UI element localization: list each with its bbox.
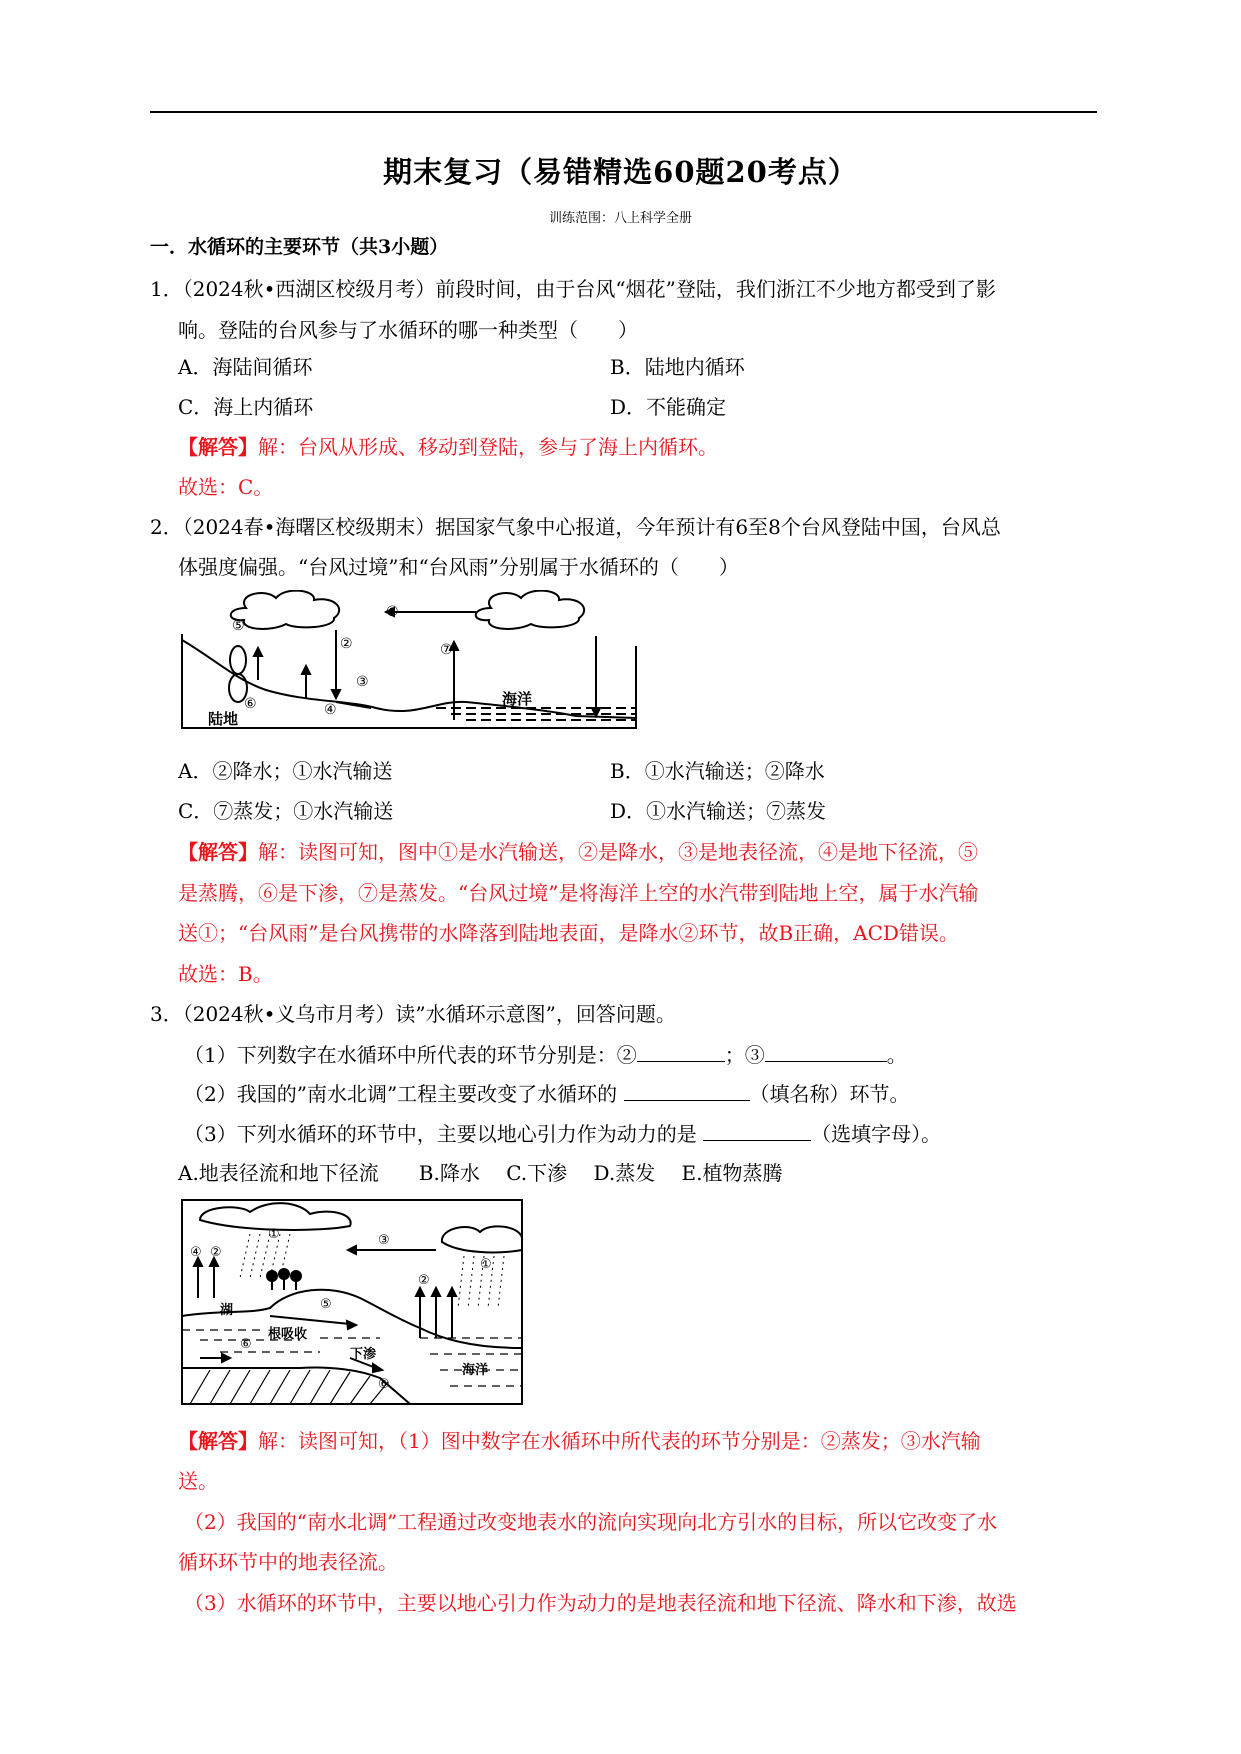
q1-answer: [178, 434, 718, 460]
q3-blank-2[interactable]: [637, 1042, 725, 1062]
q2-answer-line3: 送①；“台风雨”是台风携带的水降落到陆地表面，是降水②环节，故B正确，ACD错误。: [178, 921, 959, 945]
q3-answer-tag: 【解答】: [178, 1429, 258, 1453]
q2-water-cycle-diagram: [176, 590, 642, 736]
q3-part1-end: 。: [886, 1043, 907, 1067]
q3-fig-lake-label: 湖: [220, 1303, 234, 1318]
q3-answer-line3: （2）我国的“南水北调”工程通过改变地表水的流向实现向北方引水的目标，所以它改变了水: [184, 1510, 998, 1534]
q3-fig-num-2b: ②: [418, 1273, 430, 1288]
header-rule: [150, 111, 1097, 113]
q3-fig-seep-label: 下渗: [350, 1347, 377, 1362]
q3-fig-num-2a: ②: [210, 1245, 222, 1260]
q3-blank-part3[interactable]: [703, 1121, 811, 1141]
q2-fig-num-5: ⑤: [232, 618, 245, 634]
q3-part2: [184, 1081, 910, 1107]
q3-answer-line2: 送。: [178, 1469, 218, 1493]
q2-stem-line1: 2．（2024春•海曙区校级期末）据国家气象中心报道，今年预计有6至8个台风登陆中国，台风总: [150, 515, 1001, 539]
q2-fig-num-7: ⑦: [440, 642, 453, 658]
q2-option-d: D．①水汽输送；⑦蒸发: [610, 799, 827, 823]
q1-option-b: B．陆地内循环: [610, 355, 745, 379]
q2-fig-num-4: ④: [324, 702, 337, 718]
q3-water-cycle-diagram: [180, 1198, 524, 1406]
q2-choice: 故选：B。: [178, 962, 273, 986]
q3-stem: 3．（2024秋•义乌市月考）读”水循环示意图”，回答问题。: [150, 1002, 676, 1026]
q3-fig-num-1b: ①: [480, 1257, 492, 1272]
q3-part1-text: （1）下列数字在水循环中所代表的环节分别是：②: [184, 1043, 637, 1067]
q3-answer-line4: 循环环节中的地表径流。: [178, 1550, 398, 1574]
q3-fig-root-label: 根吸收: [268, 1327, 308, 1342]
q3-fig-num-6a: ⑥: [240, 1337, 252, 1352]
q3-part3: [184, 1121, 941, 1147]
q3-blank-3[interactable]: [765, 1042, 887, 1062]
q3-fig-num-5: ⑤: [320, 1297, 332, 1312]
q2-fig-ocean-label: 海洋: [502, 690, 533, 708]
q2-stem-line2: 体强度偏强。“台风过境”和“台风雨”分别属于水循环的（ ）: [178, 555, 739, 579]
q1-answer-tag: 【解答】: [178, 435, 258, 459]
q1-answer-text: 解：台风从形成、移动到登陆，参与了海上内循环。: [258, 435, 718, 459]
page-subtitle: 训练范围：八上科学全册: [548, 211, 692, 226]
q2-option-a: A．②降水；①水汽输送: [178, 759, 393, 783]
q2-fig-num-1: ①: [386, 604, 399, 620]
q2-fig-num-6: ⑥: [244, 696, 257, 712]
q3-part2-text: （2）我国的”南水北调”工程主要改变了水循环的: [184, 1082, 624, 1106]
q3-part2-end: （填名称）环节。: [749, 1082, 910, 1106]
q1-option-c: C．海上内循环: [178, 395, 314, 419]
q1-choice: 故选：C。: [178, 475, 274, 499]
q3-fig-ocean-label: 海洋: [462, 1363, 489, 1378]
q3-part1-mid: ；③: [724, 1043, 765, 1067]
q3-answer-text1: 解：读图可知，（1）图中数字在水循环中所代表的环节分别是：②蒸发；③水汽输: [258, 1429, 981, 1453]
q2-answer-tag: 【解答】: [178, 840, 258, 864]
q3-part3-end: （选填字母）。: [811, 1122, 942, 1146]
q2-option-b: B．①水汽输送；②降水: [610, 759, 825, 783]
q3-answer-line1: [178, 1428, 981, 1454]
q3-fig-num-4: ④: [190, 1245, 202, 1260]
q2-answer-line2: 是蒸腾，⑥是下渗，⑦是蒸发。“台风过境”是将海洋上空的水汽带到陆地上空，属于水汽输: [178, 881, 979, 905]
q3-fig-num-6b: ⑥: [378, 1377, 390, 1392]
q3-answer-line5: （3）水循环的环节中，主要以地心引力作为动力的是地表径流和地下径流、降水和下渗，故选: [184, 1591, 1017, 1615]
page-title: 期末复习（易错精选60题20考点）: [383, 155, 858, 189]
q3-blank-part2[interactable]: [624, 1081, 750, 1101]
q3-choices: A.地表径流和地下径流 B.降水 C.下渗 D.蒸发 E.植物蒸腾: [178, 1161, 783, 1185]
q2-option-c: C．⑦蒸发；①水汽输送: [178, 799, 394, 823]
q2-answer-line1: [178, 839, 978, 865]
q2-fig-num-2: ②: [340, 636, 353, 652]
q2-answer-text1: 解：读图可知，图中①是水汽输送，②是降水，③是地表径流，④是地下径流，⑤: [258, 840, 978, 864]
q1-stem-line1: 1．（2024秋•西湖区校级月考）前段时间，由于台风“烟花”登陆，我们浙江不少地方都受到了影: [150, 277, 996, 301]
q3-fig-num-1a: ①: [268, 1227, 280, 1242]
q2-fig-land-label: 陆地: [208, 710, 239, 728]
q3-part1: [184, 1042, 907, 1068]
q1-option-d: D．不能确定: [610, 395, 727, 419]
section-heading: 一．水循环的主要环节（共3小题）: [150, 236, 449, 258]
q3-part3-text: （3）下列水循环的环节中，主要以地心引力作为动力的是: [184, 1122, 704, 1146]
q2-fig-num-3: ③: [356, 674, 369, 690]
q1-stem-line2: 响。登陆的台风参与了水循环的哪一种类型（ ）: [178, 318, 638, 342]
q1-option-a: A．海陆间循环: [178, 355, 313, 379]
q3-fig-num-3: ③: [378, 1233, 390, 1248]
